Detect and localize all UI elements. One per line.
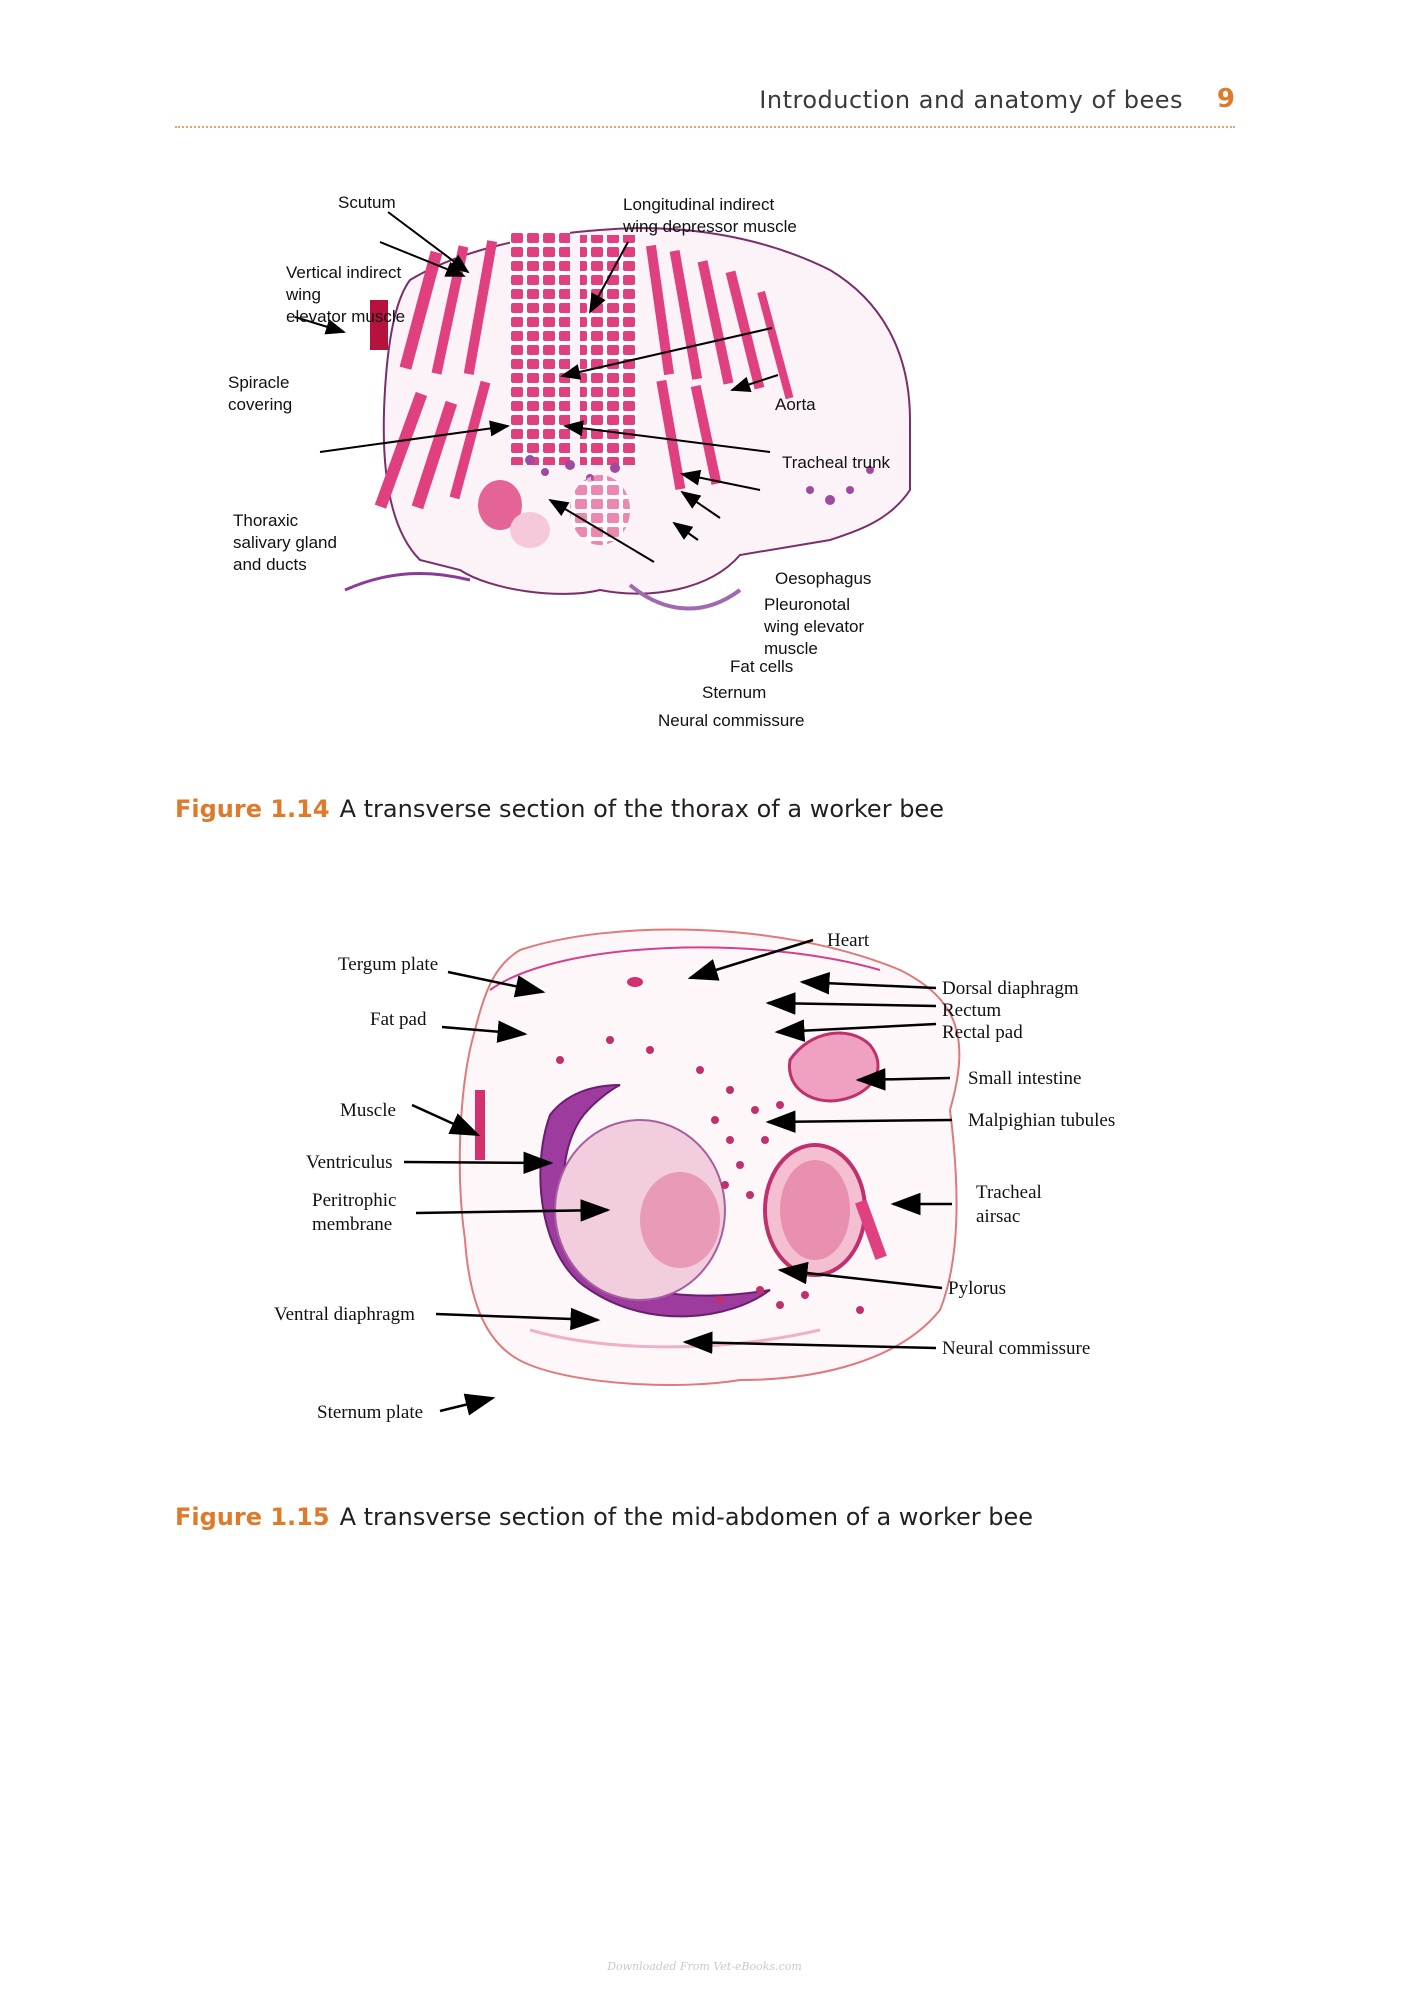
thorax-tissue xyxy=(345,228,910,608)
label-longitudinal-muscle-2: wing depressor muscle xyxy=(623,217,797,236)
label-salivary-3: and ducts xyxy=(233,555,307,574)
label-tracheal-airsac-1: Tracheal xyxy=(976,1182,1042,1203)
figure-1-15-caption xyxy=(175,1503,1033,1531)
page-number: 9 xyxy=(1216,84,1235,114)
thorax-section-micrograph xyxy=(228,190,1130,770)
label-ventral-diaphragm: Ventral diaphragm xyxy=(274,1304,415,1325)
figure-1-15-number: Figure 1.15 xyxy=(175,1503,330,1531)
label-spiracle-2: covering xyxy=(228,395,293,414)
label-peritrophic-2: membrane xyxy=(312,1214,393,1235)
label-fat-pad: Fat pad xyxy=(370,1009,427,1030)
label-pylorus: Pylorus xyxy=(948,1278,1007,1299)
label-longitudinal-muscle-1: Longitudinal indirect xyxy=(623,195,775,214)
label-aorta: Aorta xyxy=(775,395,816,414)
running-header-title: Introduction and anatomy of bees xyxy=(759,86,1183,114)
label-rectal-pad: Rectal pad xyxy=(942,1022,1023,1043)
label-peritrophic-1: Peritrophic xyxy=(312,1190,397,1211)
label-rectum: Rectum xyxy=(942,1000,1002,1021)
figure-1-14-caption xyxy=(175,795,944,823)
label-fat-cells: Fat cells xyxy=(730,657,794,676)
label-muscle: Muscle xyxy=(340,1100,396,1121)
label-pleuronotal-3: muscle xyxy=(764,639,818,658)
label-vertical-muscle-2: wing xyxy=(286,285,321,304)
label-salivary-1: Thoraxic xyxy=(233,511,299,530)
label-vertical-muscle-1: Vertical indirect xyxy=(286,263,402,282)
label-vertical-muscle-3: elevator muscle xyxy=(286,307,406,326)
figure-1-14 xyxy=(228,190,1130,770)
label-malpighian-tubules: Malpighian tubules xyxy=(968,1110,1116,1131)
download-watermark: Downloaded From Vet-eBooks.com xyxy=(607,1960,802,1973)
label-pleuronotal-1: Pleuronotal xyxy=(764,595,851,614)
label-pleuronotal-2: wing elevator xyxy=(764,617,865,636)
header-rule xyxy=(175,126,1235,128)
label-oesophagus: Oesophagus xyxy=(775,569,872,588)
label-spiracle-1: Spiracle xyxy=(228,373,290,392)
label-salivary-2: salivary gland xyxy=(233,533,337,552)
label-tracheal-trunk: Tracheal trunk xyxy=(782,453,891,472)
abdomen-section-micrograph xyxy=(260,910,1160,1470)
label-tergum-plate: Tergum plate xyxy=(338,954,439,975)
label-small-intestine: Small intestine xyxy=(968,1068,1082,1089)
label-ventriculus: Ventriculus xyxy=(306,1152,393,1173)
label-sternum-plate: Sternum plate xyxy=(317,1402,424,1423)
label-neural-commissure: Neural commissure xyxy=(658,711,805,730)
label-neural-commissure: Neural commissure xyxy=(942,1338,1091,1359)
label-scutum: Scutum xyxy=(338,193,396,212)
figure-1-15 xyxy=(260,910,1160,1470)
figure-1-14-number: Figure 1.14 xyxy=(175,795,330,823)
label-sternum: Sternum xyxy=(702,683,767,702)
label-tracheal-airsac-2: airsac xyxy=(976,1206,1021,1227)
figure-1-14-caption-text: A transverse section of the thorax of a worker bee xyxy=(339,795,944,823)
running-header xyxy=(175,78,1235,128)
label-dorsal-diaphragm: Dorsal diaphragm xyxy=(942,978,1079,999)
label-heart: Heart xyxy=(827,930,870,951)
figure-1-15-caption-text: A transverse section of the mid-abdomen of a worker bee xyxy=(339,1503,1034,1531)
